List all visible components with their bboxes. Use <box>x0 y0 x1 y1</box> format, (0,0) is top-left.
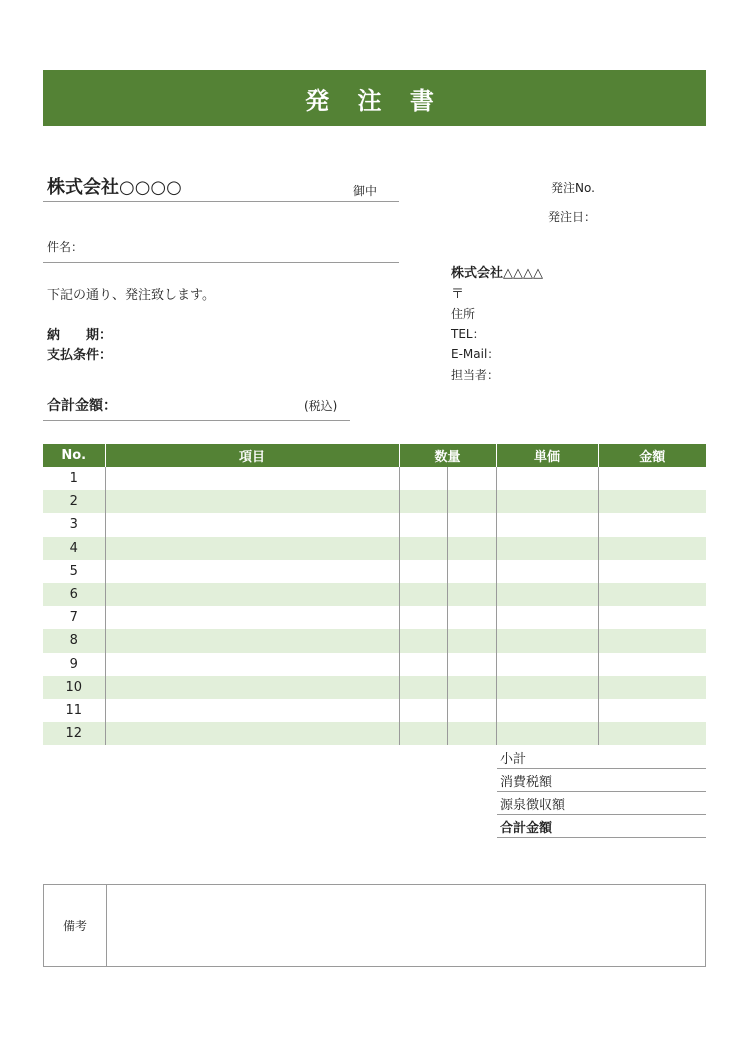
subject-line <box>43 236 399 263</box>
remarks-label: 備考 <box>44 885 107 966</box>
items-table <box>43 444 706 745</box>
cell-item[interactable] <box>105 490 399 513</box>
cell-unit-price[interactable] <box>496 537 598 560</box>
cell-qty-unit[interactable] <box>447 537 496 560</box>
cell-item[interactable] <box>105 676 399 699</box>
cell-amount[interactable] <box>598 699 706 722</box>
cell-qty-unit[interactable] <box>447 513 496 536</box>
cell-qty[interactable] <box>399 537 447 560</box>
cell-qty[interactable] <box>399 653 447 676</box>
cell-unit-price[interactable] <box>496 583 598 606</box>
summary-grand-total-label: 合計金額 <box>500 820 553 836</box>
order-date-label: 発注日： <box>548 210 597 224</box>
order-no-label: 発注No. <box>551 181 595 195</box>
cell-amount[interactable] <box>598 606 706 629</box>
cell-unit-price[interactable] <box>496 699 598 722</box>
issuer-address: 住所 <box>451 307 476 321</box>
table-header-row <box>43 444 706 467</box>
cell-item[interactable] <box>105 537 399 560</box>
cell-amount[interactable] <box>598 629 706 652</box>
cell-qty-unit[interactable] <box>447 722 496 745</box>
table-row <box>43 699 706 722</box>
client-company: 株式会社○○○○ <box>47 177 182 198</box>
table-row <box>43 490 706 513</box>
cell-qty[interactable] <box>399 513 447 536</box>
row-number: 9 <box>69 656 78 672</box>
cell-qty-unit[interactable] <box>447 629 496 652</box>
intro-text: 下記の通り、発注致します。 <box>47 288 215 303</box>
cell-amount[interactable] <box>598 653 706 676</box>
row-number: 1 <box>69 471 78 487</box>
row-number: 7 <box>69 610 78 626</box>
col-qty: 数量 <box>399 444 496 467</box>
col-item: 項目 <box>105 444 399 467</box>
issuer-tel: TEL： <box>451 327 485 341</box>
cell-amount[interactable] <box>598 490 706 513</box>
cell-qty-unit[interactable] <box>447 560 496 583</box>
cell-unit-price[interactable] <box>496 513 598 536</box>
table-row <box>43 653 706 676</box>
summary-grand-total <box>497 815 706 838</box>
summary-tax <box>497 769 706 792</box>
row-number: 6 <box>43 583 105 606</box>
cell-qty[interactable] <box>399 629 447 652</box>
cell-amount[interactable] <box>598 722 706 745</box>
row-number: 5 <box>69 563 78 579</box>
cell-qty-unit[interactable] <box>447 653 496 676</box>
total-label: 合計金額： <box>47 398 117 414</box>
document-title: 発 注 書 <box>43 70 706 126</box>
issuer-company: 株式会社△△△△ <box>451 266 543 281</box>
cell-item[interactable] <box>105 560 399 583</box>
client-honorific: 御中 <box>353 184 378 198</box>
cell-amount[interactable] <box>598 513 706 536</box>
row-number: 2 <box>43 490 105 513</box>
row-number: 3 <box>69 517 78 533</box>
issuer-email: E-Mail： <box>451 347 500 361</box>
cell-qty[interactable] <box>399 583 447 606</box>
cell-qty[interactable] <box>399 606 447 629</box>
cell-qty-unit[interactable] <box>447 699 496 722</box>
row-number: 8 <box>43 629 105 652</box>
cell-qty[interactable] <box>399 722 447 745</box>
cell-qty[interactable] <box>399 560 447 583</box>
subject-label: 件名： <box>47 240 84 254</box>
cell-qty-unit[interactable] <box>447 606 496 629</box>
cell-qty[interactable] <box>399 676 447 699</box>
table-row <box>43 513 706 536</box>
summary-withholding <box>497 792 706 815</box>
cell-item[interactable] <box>105 513 399 536</box>
summary-tax-label: 消費税額 <box>500 774 553 790</box>
row-number: 10 <box>43 676 105 699</box>
cell-item[interactable] <box>105 699 399 722</box>
table-row <box>43 467 706 490</box>
cell-unit-price[interactable] <box>496 467 598 490</box>
summary-subtotal <box>497 746 706 769</box>
summary-withholding-label: 源泉徴収額 <box>500 797 566 813</box>
issuer-postal: 〒 <box>451 287 465 302</box>
table-row <box>43 629 706 652</box>
table-row <box>43 676 706 699</box>
cell-qty[interactable] <box>399 467 447 490</box>
table-row <box>43 583 706 606</box>
table-row <box>43 537 706 560</box>
cell-item[interactable] <box>105 583 399 606</box>
cell-amount[interactable] <box>598 537 706 560</box>
cell-qty[interactable] <box>399 490 447 513</box>
row-number: 4 <box>43 537 105 560</box>
cell-unit-price[interactable] <box>496 676 598 699</box>
cell-qty-unit[interactable] <box>447 583 496 606</box>
cell-unit-price[interactable] <box>496 629 598 652</box>
payment-label: 支払条件： <box>47 348 113 363</box>
cell-qty[interactable] <box>399 699 447 722</box>
table-row <box>43 606 706 629</box>
row-number: 11 <box>65 702 83 718</box>
col-unit-price: 単価 <box>496 444 598 467</box>
cell-unit-price[interactable] <box>496 722 598 745</box>
cell-amount[interactable] <box>598 560 706 583</box>
col-amount: 金額 <box>598 444 706 467</box>
cell-qty-unit[interactable] <box>447 676 496 699</box>
remarks-box <box>43 884 706 967</box>
cell-item[interactable] <box>105 722 399 745</box>
cell-unit-price[interactable] <box>496 490 598 513</box>
row-number: 12 <box>43 722 105 745</box>
cell-amount[interactable] <box>598 676 706 699</box>
table-row <box>43 560 706 583</box>
cell-qty-unit[interactable] <box>447 490 496 513</box>
cell-amount[interactable] <box>598 583 706 606</box>
cell-unit-price[interactable] <box>496 653 598 676</box>
cell-item[interactable] <box>105 467 399 490</box>
cell-unit-price[interactable] <box>496 560 598 583</box>
remarks-content[interactable] <box>107 885 705 966</box>
cell-item[interactable] <box>105 653 399 676</box>
cell-qty-unit[interactable] <box>447 467 496 490</box>
summary-subtotal-label: 小計 <box>500 751 527 767</box>
col-no: No. <box>43 444 105 467</box>
tax-note: (税込) <box>304 399 338 413</box>
delivery-label: 納 期： <box>47 328 113 343</box>
cell-item[interactable] <box>105 629 399 652</box>
cell-amount[interactable] <box>598 467 706 490</box>
issuer-contact: 担当者： <box>451 368 500 382</box>
table-row <box>43 722 706 745</box>
cell-unit-price[interactable] <box>496 606 598 629</box>
cell-item[interactable] <box>105 606 399 629</box>
